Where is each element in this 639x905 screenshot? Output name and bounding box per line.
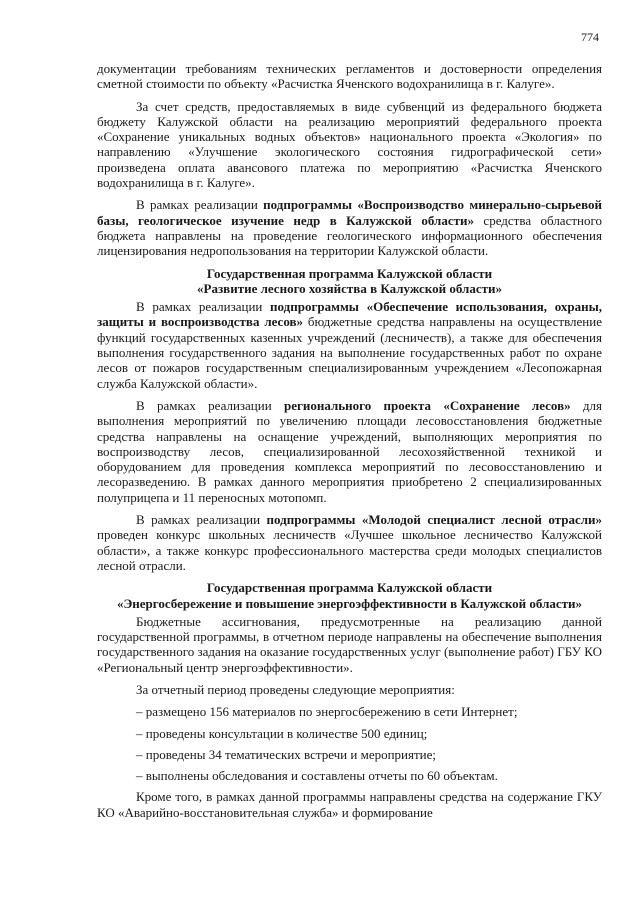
paragraph-continuation: документации требованиям технических регламентов и достоверности определения сметной стоимости по объекту «Расчистка Яченского водохранилища в г. Калуге». — [97, 61, 602, 92]
paragraph-additional-funding: Кроме того, в рамках данной программы направлены средства на содержание ГКУ КО «Аварийно-восстановительная служба» и формирование — [97, 789, 602, 820]
section-heading-line: Государственная программа Калужской области — [206, 265, 493, 281]
paragraph-lead: В рамках реализации — [136, 197, 264, 213]
section-heading-line: «Развитие лесного хозяйства в Калужской области» — [197, 280, 502, 296]
paragraph-subventions: За счет средств, предоставляемых в виде субвенций из федерального бюджета бюджету Калужской области на реализацию мероприятий федерального проекта «Сохранение уникальных водных объектов» национального проекта «Экология» по направлению «Улучшение экологического состояния гидрографической сети» произведена оплата авансового платежа по мероприятию «Расчистка Яченского водохранилища в г. Калуге». — [97, 98, 602, 191]
list-item: – выполнены обследования и составлены отчеты по 60 объектам. — [136, 768, 498, 784]
paragraph-tail: для выполнения мероприятий по увеличению площади лесовосстановления бюджетные средства направлены на оснащение учреждений, выполняющих мероприятия по воспроизводству лесов, специализированной лесохозяйственной техникой и оборудованием для проведения комплекса мероприятий по лесовосстановлению и лесоразведению. В рамках данного мероприятия приобретено 2 специализированных полуприцепа и 11 переносных мотопомп. — [97, 397, 602, 505]
paragraph-lead: В рамках реализации — [136, 397, 284, 413]
page-number: 774 — [581, 30, 599, 44]
paragraph-lead: В рамках реализации — [136, 512, 267, 528]
section-heading-energy — [97, 580, 602, 611]
paragraph-forest-preservation — [97, 398, 602, 505]
section-heading-line: Государственная программа Калужской области — [206, 580, 493, 596]
paragraph-lead: В рамках реализации — [136, 299, 271, 315]
paragraph-tail: проведен конкурс школьных лесничеств «Лучшее школьное лесничество Калужской области», а также конкурс профессионального мастерства среди молодых специалистов лесной отрасли. — [97, 527, 602, 573]
list-item: – проведены консультации в количестве 500 единиц; — [136, 725, 428, 741]
paragraph-activities-intro: За отчетный период проведены следующие мероприятия: — [136, 681, 455, 697]
paragraph-emphasis: подпрограммы «Молодой специалист лесной отрасли» — [266, 512, 602, 528]
paragraph-mineral-base — [97, 197, 602, 258]
paragraph-tail: средства областного бюджета направлены на проведение геологического информационного обеспечения лицензирования недропользования на территории Калужской области. — [97, 212, 602, 259]
paragraph-emphasis: подпрограммы «Воспроизводство минерально-сырьевой базы, геологическое изучение недр в Калужской области» — [97, 197, 602, 228]
paragraph-emphasis: подпрограммы «Обеспечение использования, охраны, защиты и воспроизводства лесов» — [97, 299, 602, 330]
section-heading-line: «Энергосбережение и повышение энергоэффективности в Калужской области» — [116, 595, 583, 611]
section-heading-forestry — [97, 266, 602, 297]
page-body — [97, 61, 602, 827]
list-item: – проведены 34 тематических встречи и мероприятие; — [136, 746, 437, 762]
paragraph-tail: бюджетные средства направлены на осуществление функций государственных казенных учреждений (лесничеств), а также для обеспечения выполнения государственного задания на выполнение государственных работ по охране лесов от пожаров государственным специализированным учреждением «Лесопожарная служба Калужской области». — [97, 314, 602, 391]
paragraph-forest-protection — [97, 299, 602, 391]
paragraph-emphasis: регионального проекта «Сохранение лесов» — [283, 397, 571, 413]
paragraph-budget-allocations: Бюджетные ассигнования, предусмотренные на реализацию данной государственной программы, в отчетном периоде направлены на обеспечение выполнения государственного задания на оказание государственных услуг (выполнение работ) ГБУ КО «Региональный центр энергоэффективности». — [97, 613, 602, 675]
list-item: – размещено 156 материалов по энергосбережению в сети Интернет; — [136, 704, 518, 720]
paragraph-young-specialist — [97, 512, 602, 573]
